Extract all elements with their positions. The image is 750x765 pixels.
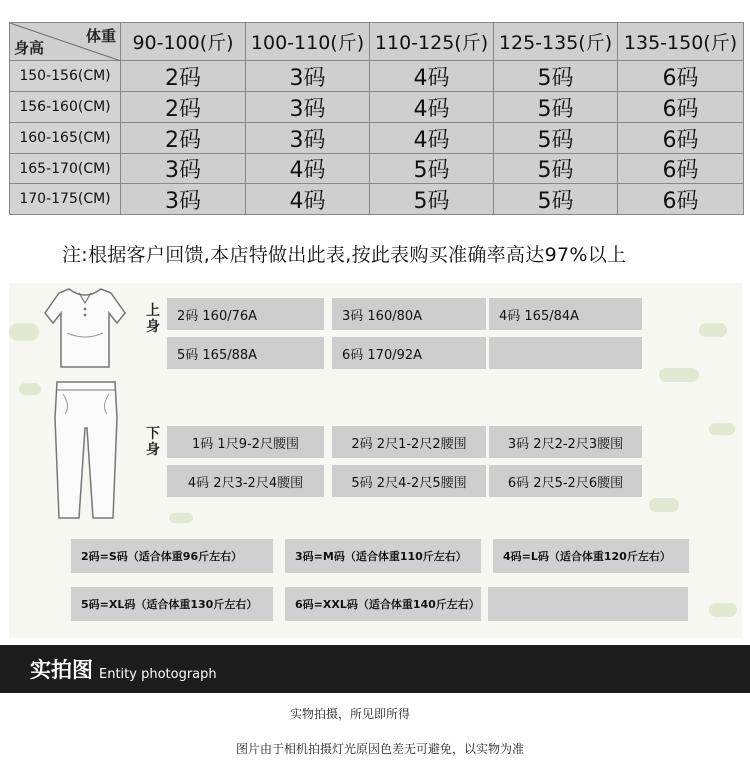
table-cell: 4码	[370, 123, 494, 154]
decor-stroke	[19, 383, 41, 395]
top-size-box: 6码 170/92A	[332, 337, 486, 369]
decor-stroke	[699, 323, 727, 337]
row-header: 160-165(CM)	[10, 123, 121, 154]
table-cell: 6码	[618, 92, 743, 123]
table-cell: 4码	[246, 184, 370, 214]
caption-line-2: 图片由于相机拍摄灯光原因色差无可避免，以实物为准	[235, 742, 524, 756]
col-header: 110-125(斤)	[370, 23, 494, 61]
top-size-box	[489, 337, 642, 369]
table-cell: 3码	[246, 61, 370, 92]
table-cell: 2码	[121, 92, 246, 123]
table-cell: 4码	[370, 92, 494, 123]
top-size-box: 2码 160/76A	[167, 298, 324, 330]
measurement-panel	[9, 283, 742, 638]
row-header: 170-175(CM)	[10, 184, 121, 214]
table-cell: 2码	[121, 61, 246, 92]
bottom-size-box: 4码 2尺3-2尺4腰围	[167, 465, 324, 497]
table-cell: 6码	[662, 188, 699, 214]
shirt-icon	[39, 283, 131, 373]
col-header: 125-135(斤)	[494, 23, 618, 61]
table-cell: 3码	[246, 92, 370, 123]
row-header: 165-170(CM)	[10, 154, 121, 184]
decor-stroke	[9, 323, 39, 341]
col-header: 100-110(斤)	[246, 23, 370, 61]
top-size-box: 4码 165/84A	[489, 298, 642, 330]
decor-stroke	[709, 603, 737, 617]
corner-weight-label: 体重	[85, 27, 116, 45]
size-map-box: 5码=XL码（适合体重130斤左右）	[71, 587, 273, 621]
bottom-size-box: 5码 2尺4-2尺5腰围	[332, 465, 486, 497]
size-map-box: 6码=XXL码（适合体重140斤左右）	[285, 587, 481, 621]
photo-banner	[0, 645, 750, 693]
col-header: 135-150(斤)	[618, 23, 743, 61]
table-cell: 5码	[494, 92, 618, 123]
table-cell: 5码	[370, 154, 494, 184]
row-header: 156-160(CM)	[10, 92, 121, 123]
size-note: 注:根据客户回馈,本店特做出此表,按此表购买准确率高达97%以上	[62, 244, 627, 266]
table-cell: 3码	[121, 184, 246, 214]
table-cell: 4码	[246, 154, 370, 184]
top-size-box: 3码 160/80A	[332, 298, 486, 330]
decor-stroke	[659, 368, 699, 382]
table-cell: 2码	[121, 123, 246, 154]
size-map-box: 4码=L码（适合体重120斤左右）	[493, 539, 689, 573]
banner-title-en: Entity photograph	[99, 667, 217, 682]
table-cell: 5码	[370, 184, 494, 214]
top-section-label: 上身	[146, 303, 160, 335]
corner-height-label: 身高	[14, 39, 45, 57]
size-table	[9, 22, 744, 215]
table-cell: 3码	[121, 154, 246, 184]
decor-stroke	[709, 423, 735, 435]
bottom-size-box: 2码 2尺1-2尺2腰围	[332, 426, 486, 458]
decor-stroke	[649, 498, 679, 512]
table-cell: 5码	[494, 154, 618, 184]
caption-line-1: 实物拍摄，所见即所得	[289, 707, 410, 721]
decor-stroke	[169, 513, 193, 523]
top-size-box: 5码 165/88A	[167, 337, 324, 369]
table-cell: 5码	[494, 61, 618, 92]
size-map-box	[488, 587, 688, 621]
col-header: 90-100(斤)	[121, 23, 246, 61]
bottom-size-box: 1码 1尺9-2尺腰围	[167, 426, 324, 458]
bottom-size-box: 3码 2尺2-2尺3腰围	[489, 426, 642, 458]
bottom-section-label: 下身	[146, 426, 160, 458]
table-cell: 5码	[494, 184, 618, 214]
table-cell: 6码	[618, 123, 743, 154]
size-map-box: 3码=M码（适合体重110斤左右）	[285, 539, 481, 573]
table-corner-cell	[10, 23, 121, 61]
pants-icon	[51, 378, 121, 523]
table-cell: 6码	[618, 61, 743, 92]
row-header: 150-156(CM)	[10, 61, 121, 92]
table-cell: 4码	[370, 61, 494, 92]
table-cell: 6码	[618, 154, 743, 184]
table-cell: 5码	[494, 123, 618, 154]
banner-title-cn: 实拍图	[30, 658, 93, 682]
size-map-box: 2码=S码（适合体重96斤左右）	[71, 539, 273, 573]
bottom-size-box: 6码 2尺5-2尺6腰围	[489, 465, 642, 497]
table-cell: 3码	[246, 123, 370, 154]
